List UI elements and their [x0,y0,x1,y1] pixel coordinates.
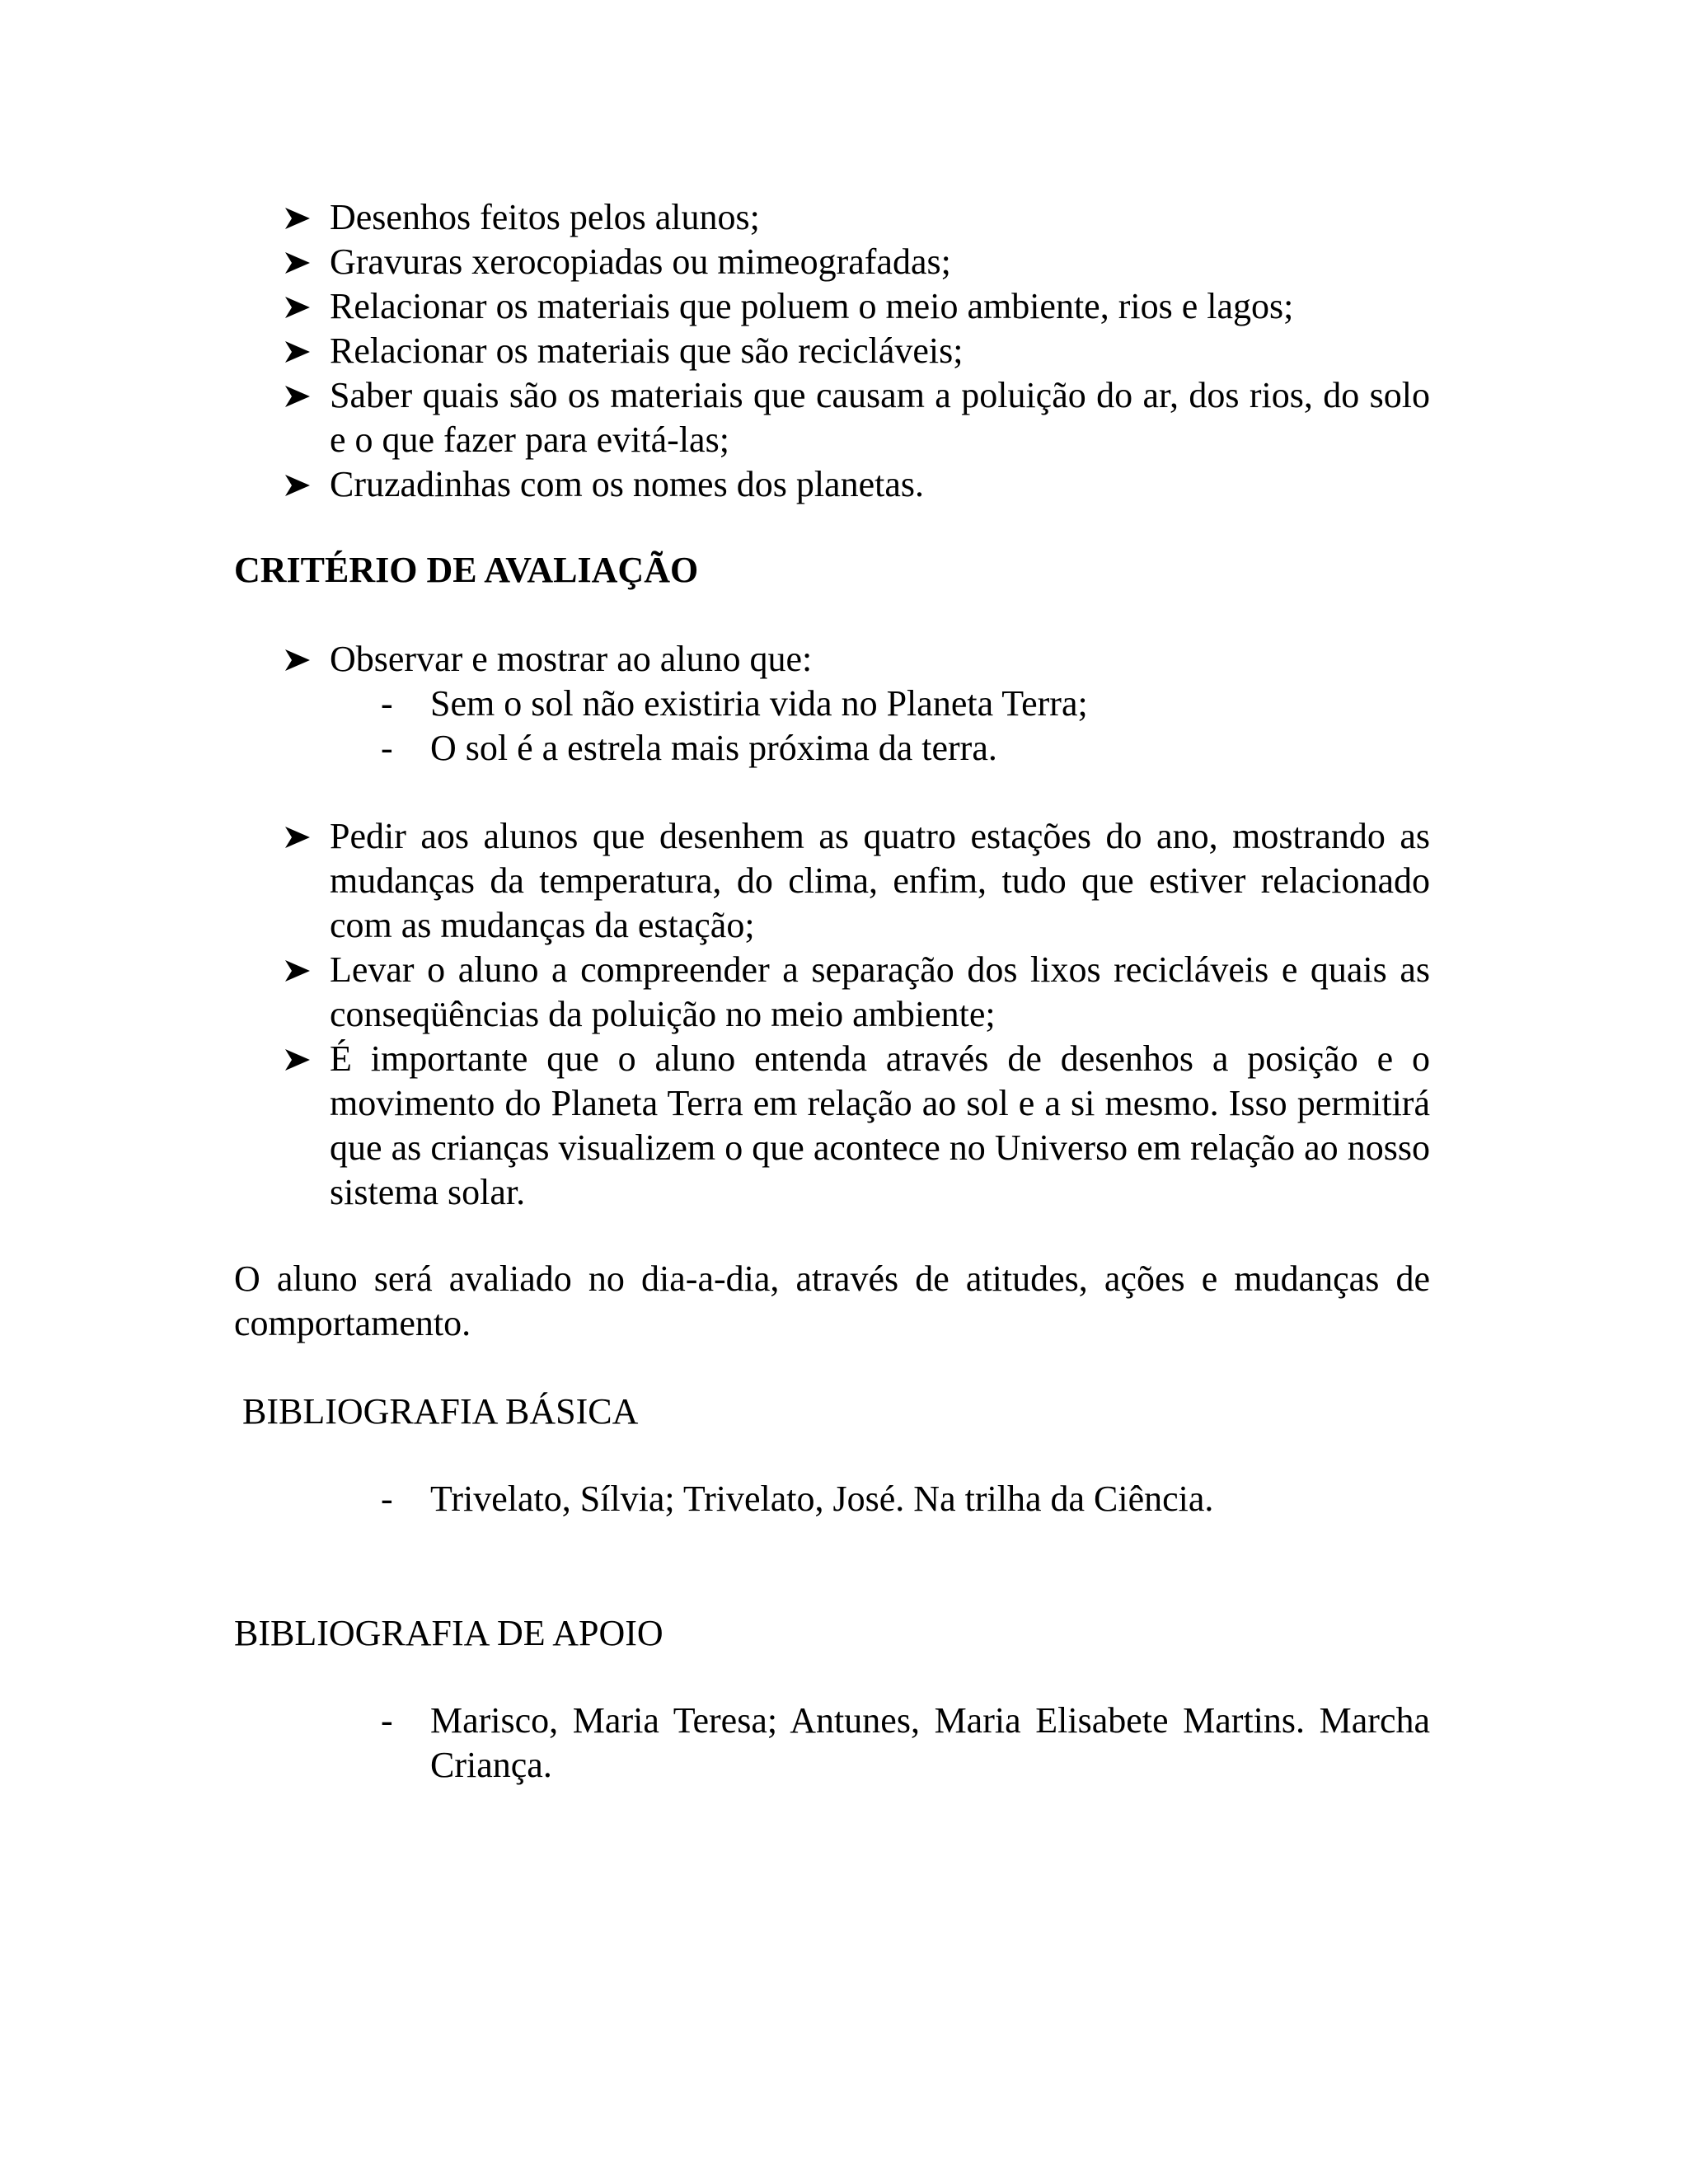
list-item [0,240,1430,284]
list-item [0,373,1430,462]
list-item [0,195,1430,240]
reference-text: Trivelato, Sílvia; Trivelato, José. Na trilha da Ciência. [430,1479,1214,1519]
list-item [0,1037,1430,1215]
sub-list-item-text: O sol é a estrela mais próxima da terra. [430,728,997,768]
dash-marker: - [381,728,393,768]
bibliografia-apoio-heading: BIBLIOGRAFIA DE APOIO [234,1613,663,1653]
arrowhead-bullet-icon [284,1048,311,1071]
bibliografia-basica-list [0,1477,1430,1521]
bibliografia-basica-heading: BIBLIOGRAFIA BÁSICA [242,1391,639,1432]
sub-list-item [0,682,1430,726]
list-item-text: Relacionar os materiais que são recicláveis; [330,330,964,371]
arrowhead-bullet-icon [284,251,311,274]
evaluation-paragraph: O aluno será avaliado no dia-a-dia, através de atitudes, ações e mudanças de comportamento. [234,1258,1430,1343]
list-item [0,329,1430,373]
list-item-text: É importante que o aluno entenda através de desenhos a posição e o movimento do Planeta Terra em relação ao sol e a si mesmo. Isso permitirá que as crianças visualizem o que acontece no Universo em relação ao nosso sistema solar. [330,1038,1430,1212]
activities-list [0,195,1430,507]
arrowhead-bullet-icon [284,649,311,672]
arrowhead-bullet-icon [284,207,311,230]
list-item-text: Desenhos feitos pelos alunos; [330,197,760,237]
criterio-list [0,814,1430,1215]
list-item [0,284,1430,329]
reference-text: Marisco, Maria Teresa; Antunes, Maria Elisabete Martins. Marcha Criança. [430,1700,1430,1785]
list-item-text: Cruzadinhas com os nomes dos planetas. [330,464,924,504]
arrowhead-bullet-icon [284,826,311,849]
dash-marker: - [381,683,393,724]
list-item [0,948,1430,1037]
arrowhead-bullet-icon [284,959,311,982]
list-item-text: Gravuras xerocopiadas ou mimeografadas; [330,241,951,282]
arrowhead-bullet-icon [284,474,311,497]
criterio-heading: CRITÉRIO DE AVALIAÇÃO [234,550,699,590]
dash-marker: - [381,1479,393,1519]
sub-list-item [0,726,1430,771]
arrowhead-bullet-icon [284,340,311,363]
arrowhead-bullet-icon [284,385,311,408]
reference-item [0,1477,1430,1521]
reference-item [0,1699,1430,1788]
list-item-text: Saber quais são os materiais que causam a poluição do ar, dos rios, do solo e o que fazer para evitá-las; [330,375,1430,460]
list-item-text: Levar o aluno a compreender a separação dos lixos recicláveis e quais as conseqüências da poluição no meio ambiente; [330,949,1430,1034]
list-item [0,462,1430,507]
list-item-text: Pedir aos alunos que desenhem as quatro estações do ano, mostrando as mudanças da temperatura, do clima, enfim, tudo que estiver relacionado com as mudanças da estação; [330,816,1430,945]
arrowhead-bullet-icon [284,296,311,319]
dash-marker: - [381,1700,393,1741]
list-item-text: Relacionar os materiais que poluem o meio ambiente, rios e lagos; [330,286,1294,326]
observar-list [0,637,1430,771]
bibliografia-apoio-list [0,1699,1430,1788]
sub-list-item-text: Sem o sol não existiria vida no Planeta Terra; [430,683,1088,724]
list-item [0,637,1430,682]
list-item-text: Observar e mostrar ao aluno que: [330,639,813,679]
list-item [0,814,1430,948]
